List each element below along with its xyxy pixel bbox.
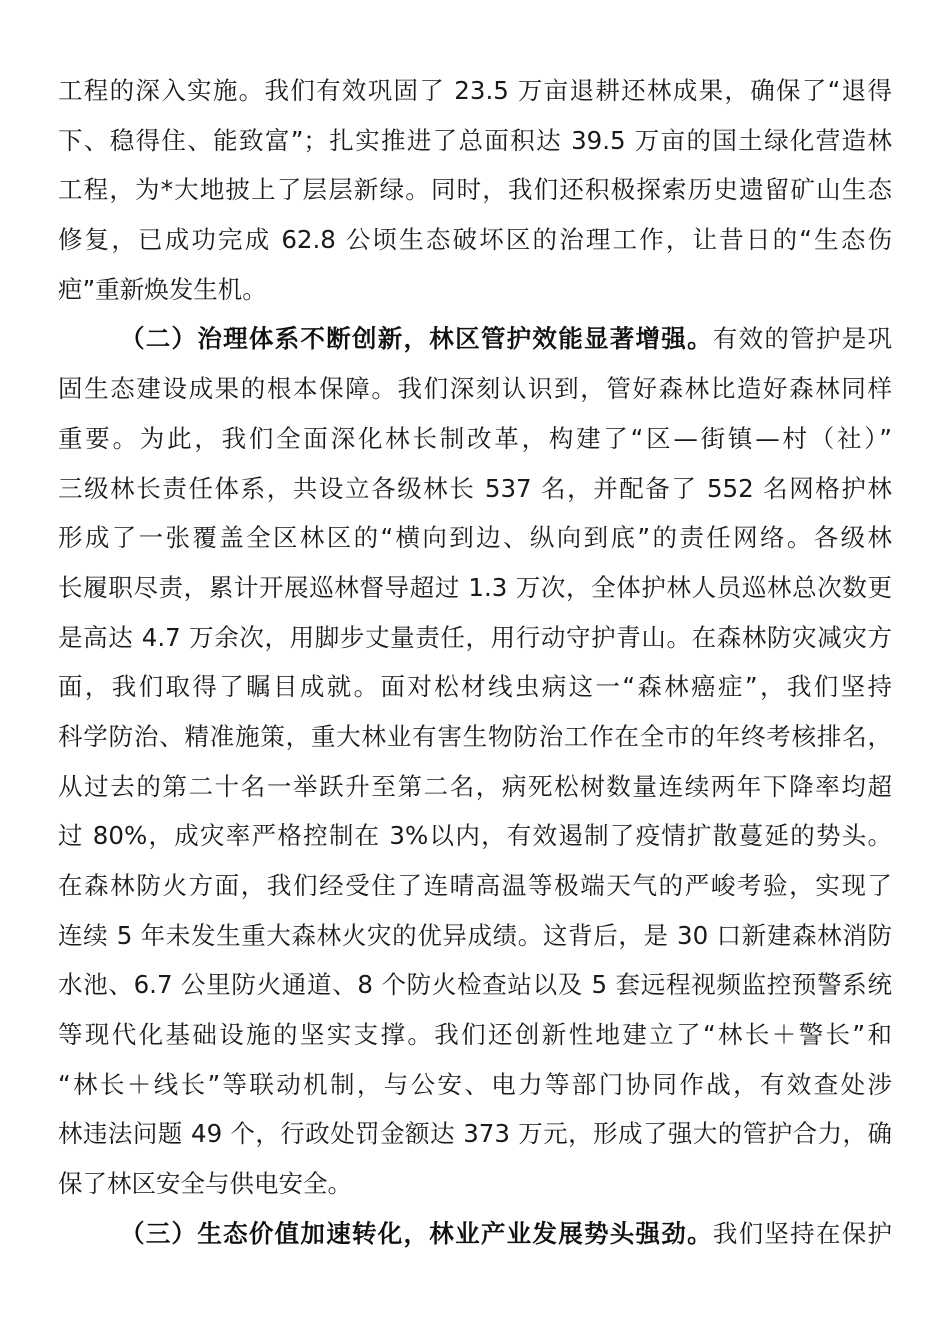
body-text	[58, 66, 892, 1259]
section-heading-3: （三）生态价值加速转化，林业产业发展势头强劲。	[120, 1218, 713, 1248]
paragraph-2-line: 等现代化基础设施的坚实支撑。我们还创新性地建立了“林长＋警长”和	[58, 1020, 892, 1050]
paragraph-1-line: 疤”重新焕发生机。	[58, 274, 267, 304]
paragraph-2-line: 水池、6.7 公里防火通道、8 个防火检查站以及 5 套远程视频监控预警系统	[58, 970, 892, 1000]
paragraph-2-line: 面，我们取得了瞩目成就。面对松材线虫病这一“森林癌症”，我们坚持	[58, 672, 892, 702]
paragraph-2-line: 连续 5 年未发生重大森林火灾的优异成绩。这背后，是 30 口新建森林消防	[58, 920, 892, 950]
paragraph-2-line: 林违法问题 49 个，行政处罚金额达 373 万元，形成了强大的管护合力，确	[58, 1119, 892, 1149]
paragraph-2-line: 三级林长责任体系，共设立各级林长 537 名，并配备了 552 名网格护林	[58, 473, 892, 503]
paragraph-2-line: 过 80%，成灾率严格控制在 3%以内，有效遏制了疫情扩散蔓延的势头。	[58, 821, 892, 851]
paragraph-1-line: 工程，为*大地披上了层层新绿。同时，我们还积极探索历史遗留矿山生态	[58, 175, 892, 205]
section-heading-2: （二）治理体系不断创新，林区管护效能显著增强。	[120, 324, 713, 354]
paragraph-1-line: 工程的深入实施。我们有效巩固了 23.5 万亩退耕还林成果，确保了“退得	[58, 76, 892, 105]
paragraph-1-line: 修复，已成功完成 62.8 公顷生态破坏区的治理工作，让昔日的“生态伤	[58, 225, 892, 255]
paragraph-2-line: 在森林防火方面，我们经受住了连晴高温等极端天气的严峻考验，实现了	[58, 871, 892, 900]
paragraph-2-line-rest: 有效的管护是巩	[712, 324, 892, 354]
paragraph-2-line: “林长＋线长”等联动机制，与公安、电力等部门协同作战，有效查处涉	[58, 1069, 892, 1099]
paragraph-2-line: 科学防治、精准施策，重大林业有害生物防治工作在全市的年终考核排名，	[58, 721, 892, 751]
paragraph-2-line: 从过去的第二十名一举跃升至第二名，病死松树数量连续两年下降率均超	[58, 771, 892, 801]
paragraph-1-line: 下、稳得住、能致富”；扎实推进了总面积达 39.5 万亩的国土绿化营造林	[58, 125, 892, 155]
paragraph-2-line: 固生态建设成果的根本保障。我们深刻认识到，管好森林比造好森林同样	[58, 374, 892, 404]
paragraph-2-line: 保了林区安全与供电安全。	[58, 1169, 352, 1199]
paragraph-2-line: 长履职尽责，累计开展巡林督导超过 1.3 万次，全体护林人员巡林总次数更	[58, 572, 892, 602]
paragraph-2-first-line	[58, 314, 892, 364]
paragraph-3-line-rest: 我们坚持在保护	[712, 1218, 892, 1248]
paragraph-2-line: 是高达 4.7 万余次，用脚步丈量责任，用行动守护青山。在森林防灾减灾方	[58, 622, 892, 652]
paragraph-2-line: 重要。为此，我们全面深化林长制改革，构建了“区—街镇—村（社）”	[58, 423, 892, 453]
paragraph-3-first-line	[58, 1209, 892, 1259]
paragraph-2-line: 形成了一张覆盖全区林区的“横向到边、纵向到底”的责任网络。各级林	[58, 523, 892, 553]
